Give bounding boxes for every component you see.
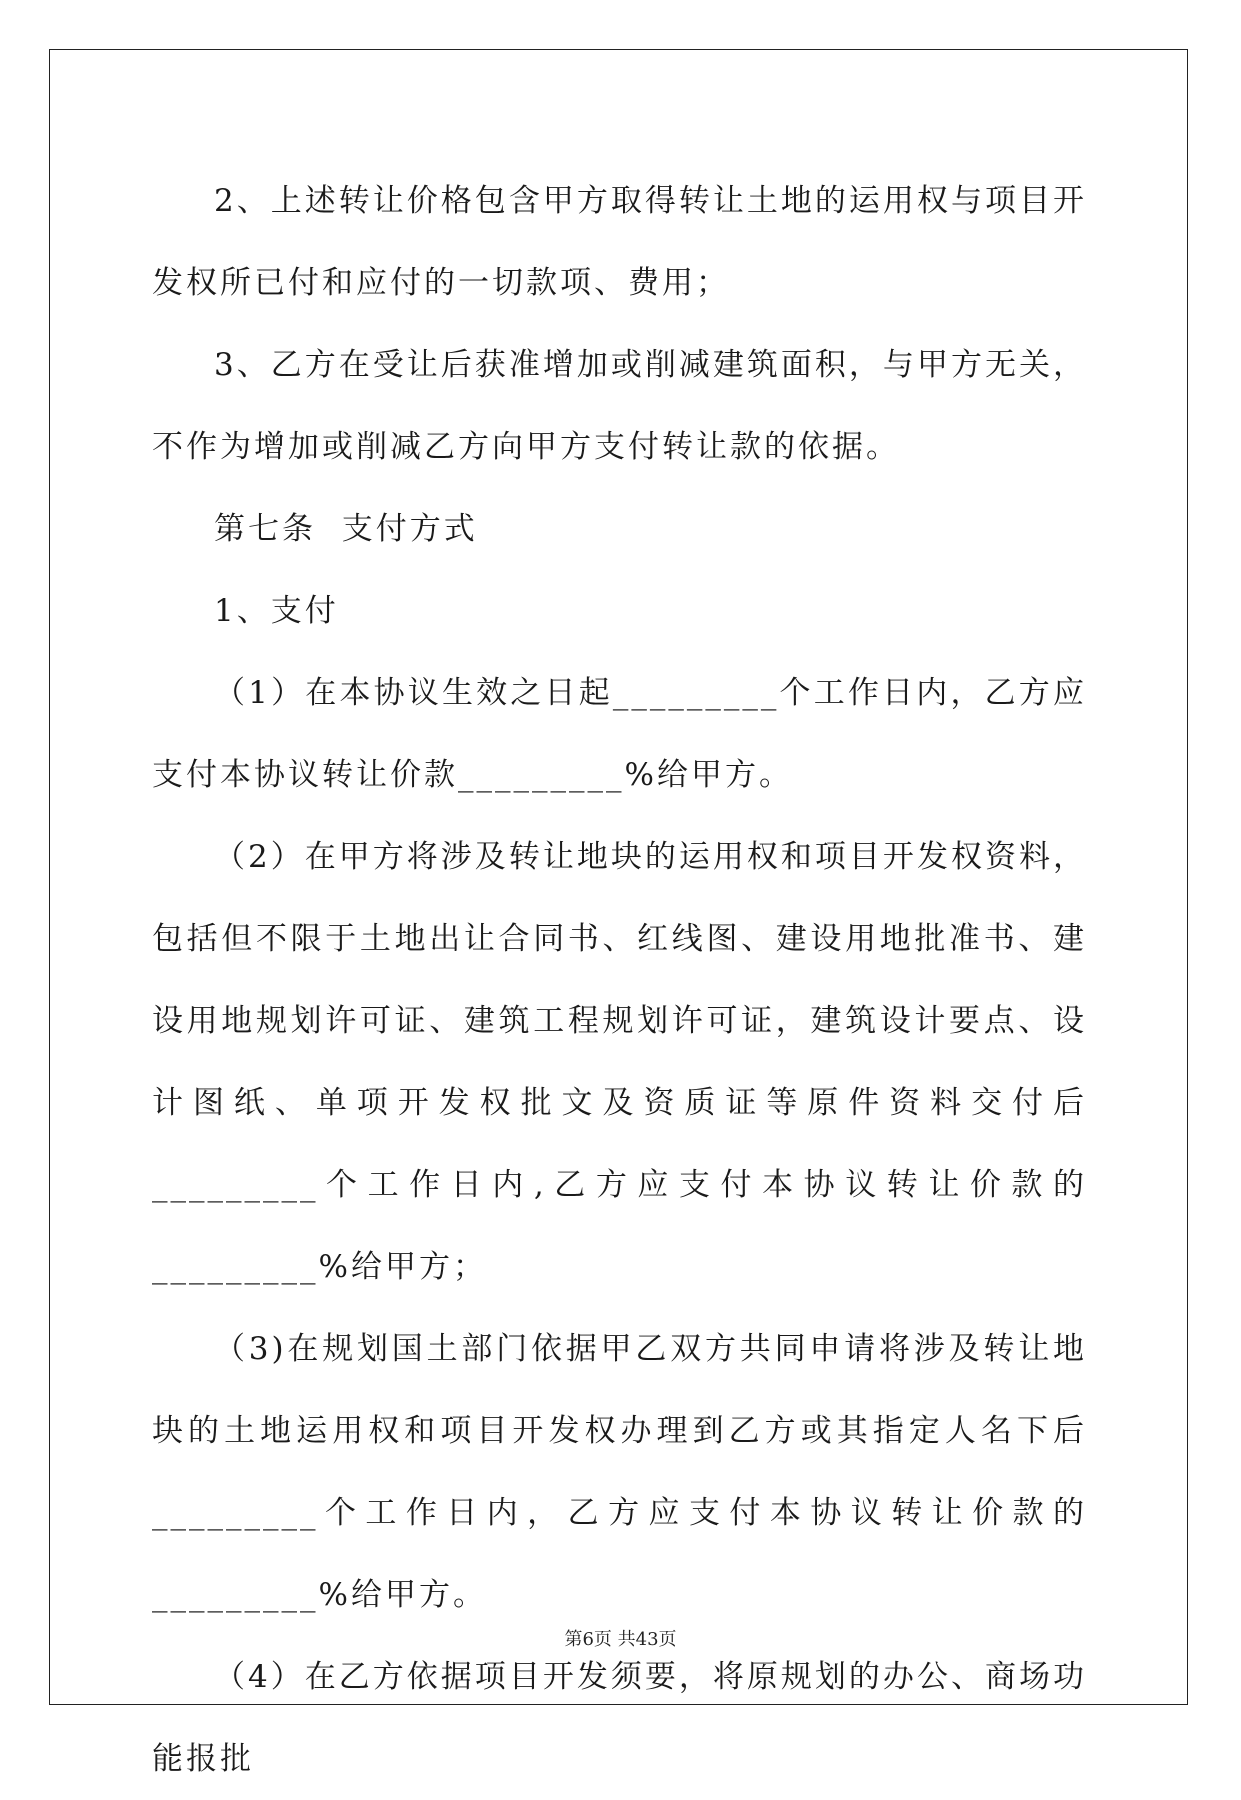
document-body (152, 160, 1087, 1800)
paragraph-payment-1: （1）在本协议生效之日起_________个工作日内，乙方应支付本协议转让价款_________%给甲方。 (152, 675, 1087, 793)
paragraph-area-change: 3、乙方在受让后获准增加或削减建筑面积，与甲方无关，不作为增加或削减乙方向甲方支付转让款的依据。 (152, 347, 1087, 465)
paragraph-payment-2: （2）在甲方将涉及转让地块的运用权和项目开发权资料，包括但不限于土地出让合同书、红线图、建设用地批准书、建设用地规划许可证、建筑工程规划许可证，建筑设计要点、设计图纸、单项开发权批文及资质证等原件资料交付后_________个工作日内,乙方应支付本协议转让价款的_________%给甲方； (152, 839, 1087, 1285)
section-heading-payment: 第七条 支付方式 (214, 511, 478, 547)
paragraph-payment-4: （4）在乙方依据项目开发须要，将原规划的办公、商场功能报批 (152, 1659, 1087, 1777)
paragraph-payment-3: （3)在规划国土部门依据甲乙双方共同申请将涉及转让地块的土地运用权和项目开发权办理到乙方或其指定人名下后_________个工作日内，乙方应支付本协议转让价款的_________%给甲方。 (152, 1331, 1087, 1613)
paragraph-price-includes: 2、上述转让价格包含甲方取得转让土地的运用权与项目开发权所已付和应付的一切款项、费用； (152, 183, 1087, 301)
page-number-footer: 第6页 共43页 (564, 1629, 677, 1650)
paragraph-payment-heading: 1、支付 (214, 593, 339, 629)
